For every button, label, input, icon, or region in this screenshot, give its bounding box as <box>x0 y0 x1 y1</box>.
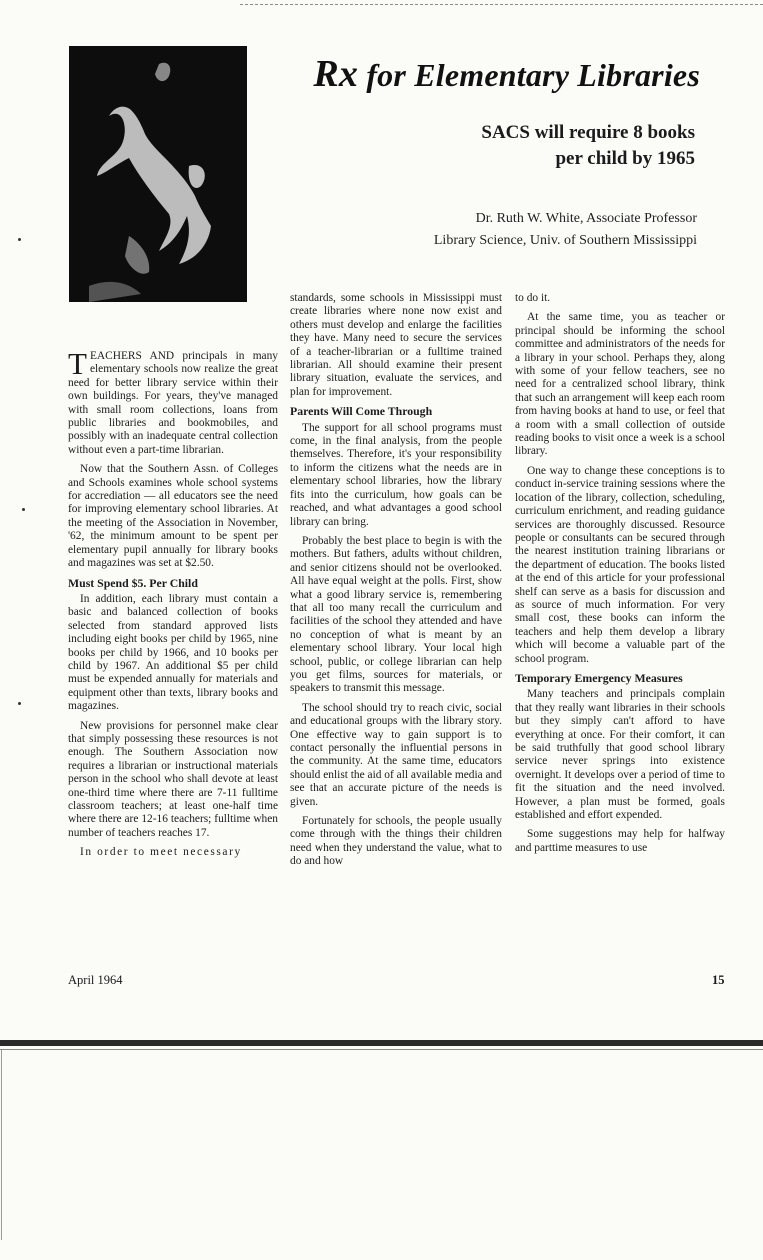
paragraph: Probably the best place to begin is with the mothers. But fathers, adults without children, and senior citizens should not be overlooked. All have equal weight at the polls. First, show what a good library service is, remembering that all too many recall the curriculum and facilities of the school they attended and have no conception of what is meant by an elementary school library. Your local high school, public, or college librarian can help you get films, sources for materials, or speakers to transmit this message. <box>290 534 502 695</box>
column-2 <box>290 292 502 875</box>
article-subtitle <box>380 120 695 172</box>
paragraph: to do it. <box>515 292 551 304</box>
byline-line-1: Dr. Ruth W. White, Associate Professor <box>475 211 697 226</box>
section-heading: Must Spend $5. Per Child <box>68 575 198 590</box>
column-1 <box>68 346 278 866</box>
paragraph <box>68 346 278 457</box>
paragraph: Many teachers and principals complain that they really want libraries in their schools but they simply can't afford to have everything at once. For their comfort, it can be said truthfully that good school library service never springs into existence overnight. It develops over a period of time to fit the situation and the need involved. However, a plan must be formed, goals established and effort expended. <box>515 688 725 822</box>
paragraph-text: EACHERS AND principals in many elementary schools now realize the great need for better library service within their own buildings. For years, they've managed with small room collections, loans from public libraries and bookmobiles, and possibly with an inadequate central collection without even a part-time librarian. <box>68 350 278 456</box>
paragraph: New provisions for personnel make clear that simply possessing these resources is not enough. The Southern Association now requires a librarian or instructional materials person in the school who shall devote at least one-third time where there are 7-11 fulltime classroom teachers; at least one-half time where there are 12-16 teachers; fulltime when number of teachers reaches 17. <box>68 719 278 839</box>
paragraph: In order to meet necessary <box>80 846 242 859</box>
paragraph: The school should try to reach civic, social and educational groups with the library story. One effective way to gain support is to contact personally the influential persons in the community. At the same time, educators should enlist the aid of all available media and see that an accurate picture of the needs is given. <box>290 701 502 808</box>
paragraph: In addition, each library must contain a basic and balanced collection of books selected from standard approved lists including eight books per child by 1965, nine books per child by 1966, and 10 books per child by 1967. An additional $5 per child must be expended annually for materials and equipment other than texts, library books and magazines. <box>68 592 278 713</box>
scan-top-edge <box>240 4 763 5</box>
article-photo <box>69 46 247 302</box>
subtitle-line-1: SACS will require 8 books <box>481 122 695 143</box>
scan-speck <box>18 238 21 241</box>
drop-cap: T <box>68 346 87 381</box>
scan-speck <box>22 508 25 511</box>
page-number: 15 <box>712 973 725 987</box>
scan-bottom-edge <box>0 1040 763 1046</box>
column-3 <box>515 292 725 861</box>
footer-date: April 1964 <box>68 973 123 987</box>
paragraph: Now that the Southern Assn. of Colleges and Schools examines whole school systems for accrediation — all educators see the need for improving elementary school libraries. At the meeting of the Association in November, '62, the minimum amount to be spent per elementary pupil annually for library books and magazines was set at $2.50. <box>68 463 278 570</box>
paragraph: Fortunately for schools, the people usually come through with the things their children need when they understand the value, what to do and how <box>290 815 502 868</box>
scan-edge-line <box>0 1049 763 1050</box>
paragraph: At the same time, you as teacher or principal should be informing the school committee and administrators of the needs for a library in your school. Perhaps they, along with some of your fellow teachers, see no need for a centralized school library, think that such an arrangement will keep each room from having books at hand to use, or feel that a room with a small collection of outside reading books to visit once a week is a school library. <box>515 311 725 458</box>
section-heading: Parents Will Come Through <box>290 404 433 419</box>
subtitle-line-2: per child by 1965 <box>555 148 695 169</box>
author-byline <box>330 208 697 252</box>
section-heading: Temporary Emergency Measures <box>515 670 683 685</box>
title-rx: Rx <box>313 53 359 95</box>
paragraph: One way to change these conceptions is to conduct in-service training sessions where the location of the library, collection, scheduling, curriculum enrichment, and reading guidance services are thoroughly discussed. Resource people or consultants can be secured through the nearest institution training librarians or the department of education. The books listed at the end of this article for your professional shelf can serve as a basis for discussion and as source of much information. For very small cost, these books can inform the teachers and help them develop a library which will become a valuable part of the school program. <box>515 464 725 665</box>
byline-line-2: Library Science, Univ. of Southern Mississippi <box>433 233 697 248</box>
paragraph: The support for all school programs must come, in the final analysis, from the people themselves. Therefore, it's your responsibility to inform the citizens what the needs are in elementary school libraries, how the library fits into the curriculum, how goals can be reached, and what advantages a good school library can bring. <box>290 421 502 528</box>
article-title <box>280 52 700 96</box>
paragraph: standards, some schools in Mississippi must create libraries where none now exist and others must develop and enlarge the facilities they have. Many need to secure the services of a teacher-librarian or a fulltime trained librarian. All should examine their present library situation, evaluate the services, and plan for improvement. <box>290 292 502 398</box>
scan-speck <box>18 702 21 705</box>
scan-left-edge <box>1 1050 4 1240</box>
paragraph: Some suggestions may help for halfway and parttime measures to use <box>515 828 725 854</box>
photo-graphic <box>69 46 247 302</box>
title-rest: for Elementary Libraries <box>366 57 700 93</box>
